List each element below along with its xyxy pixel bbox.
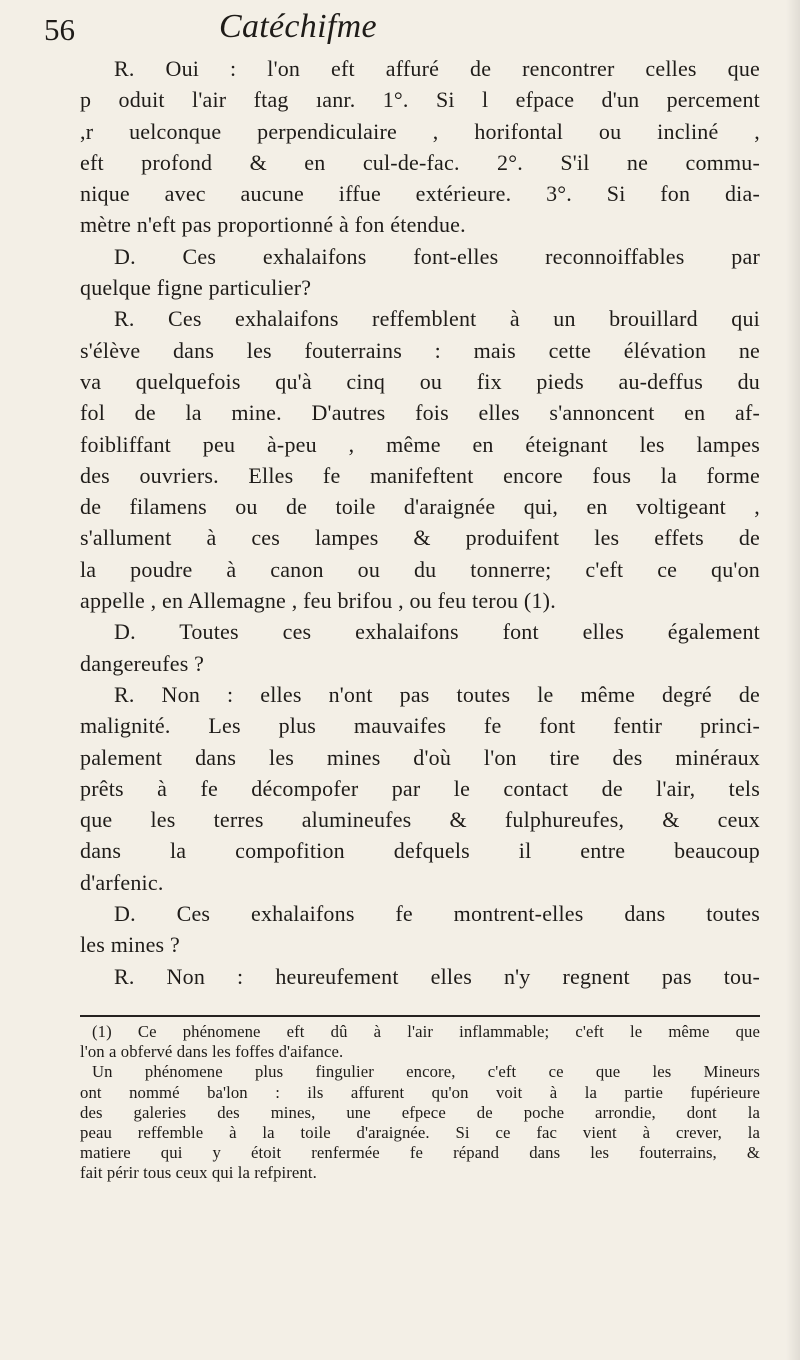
text-line: R. Non : heureufement elles n'y regnent pas tou- xyxy=(114,963,760,989)
footnote-line: l'on a obfervé dans les foffes d'aifance. xyxy=(80,1042,344,1062)
footnote-line: peau reffemble à la toile d'araignée. Si ce fac vient à crever, la xyxy=(80,1123,760,1143)
text-line: D. Ces exhalaifons font-elles reconnoiffables par xyxy=(114,243,760,269)
text-line: de filamens ou de toile d'araignée qui, en voltigeant , xyxy=(80,494,760,520)
text-line: D. Ces exhalaifons fe montrent-elles dans toutes xyxy=(114,901,760,927)
footnote-line: fait périr tous ceux qui la refpirent. xyxy=(80,1163,317,1183)
footnotes xyxy=(80,1022,760,1184)
footnote-line: ont nommé ba'lon : ils affurent qu'on voit à la partie fupérieure xyxy=(80,1082,760,1102)
text-line: des ouvriers. Elles fe manifeftent encore fous la forme xyxy=(80,462,760,488)
text-line: quelque figne particulier? xyxy=(80,275,312,301)
text-line: mètre n'eft pas proportionné à fon étendue. xyxy=(80,212,466,238)
text-line: dans la compofition defquels il entre beaucoup xyxy=(80,838,760,864)
text-line: malignité. Les plus mauvaifes fe font fentir princi- xyxy=(80,713,760,739)
text-line: nique avec aucune iffue extérieure. 3°. Si fon dia- xyxy=(80,181,760,207)
text-line: prêts à fe décompofer par le contact de l'air, tels xyxy=(80,775,760,801)
text-line: R. Oui : l'on eft affuré de rencontrer celles que xyxy=(114,56,760,81)
text-line: foibliffant peu à-peu , même en éteignant les lampes xyxy=(80,431,760,457)
text-line: dangereufes ? xyxy=(80,650,205,676)
footnote-line: Un phénomene plus fingulier encore, c'eft ce que les Mineurs xyxy=(92,1062,760,1082)
text-line: les mines ? xyxy=(80,932,180,958)
footnote-line: (1) Ce phénomene eft dû à l'air inflammable; c'eft le même que xyxy=(92,1022,760,1041)
text-line: D. Toutes ces exhalaifons font elles également xyxy=(114,619,760,645)
text-line: s'élève dans les fouterrains : mais cette élévation ne xyxy=(80,337,760,363)
footnote-line: matiere qui y étoit renfermée fe répand dans les fouterrains, & xyxy=(80,1143,760,1163)
text-line: p oduit l'air ftag ıanr. 1°. Si l efpace d'un percement xyxy=(80,87,760,113)
text-line: fol de la mine. D'autres fois elles s'annoncent en af- xyxy=(80,400,760,426)
running-title: Catéchifme xyxy=(219,8,377,45)
text-line: R. Non : elles n'ont pas toutes le même degré de xyxy=(114,681,760,707)
text-line: d'arfenic. xyxy=(80,869,164,895)
text-line: la poudre à canon ou du tonnerre; c'eft ce qu'on xyxy=(80,556,760,582)
footnote-divider xyxy=(80,1015,760,1017)
text-line: R. Ces exhalaifons reffemblent à un brouillard qui xyxy=(114,306,760,332)
text-line: palement dans les mines d'où l'on tire des minéraux xyxy=(80,744,760,770)
page-number: 56 xyxy=(44,12,75,47)
text-line: s'allument à ces lampes & produifent les effets de xyxy=(80,525,760,551)
text-line: appelle , en Allemagne , feu brifou , ou feu terou (1). xyxy=(80,588,556,614)
footnote-line: des galeries des mines, une efpece de poche arrondie, dont la xyxy=(80,1102,760,1122)
text-line: eft profond & en cul-de-fac. 2°. S'il ne commu- xyxy=(80,149,760,175)
text-line: que les terres alumineufes & fulphureufes, & ceux xyxy=(80,807,760,833)
page-edge-shadow xyxy=(786,0,800,1360)
main-text xyxy=(80,53,760,992)
text-line: ,r uelconque perpendiculaire , horifontal ou incliné , xyxy=(80,118,760,144)
text-line: va quelquefois qu'à cinq ou fix pieds au-deffus du xyxy=(80,368,760,394)
page-header xyxy=(44,10,764,54)
